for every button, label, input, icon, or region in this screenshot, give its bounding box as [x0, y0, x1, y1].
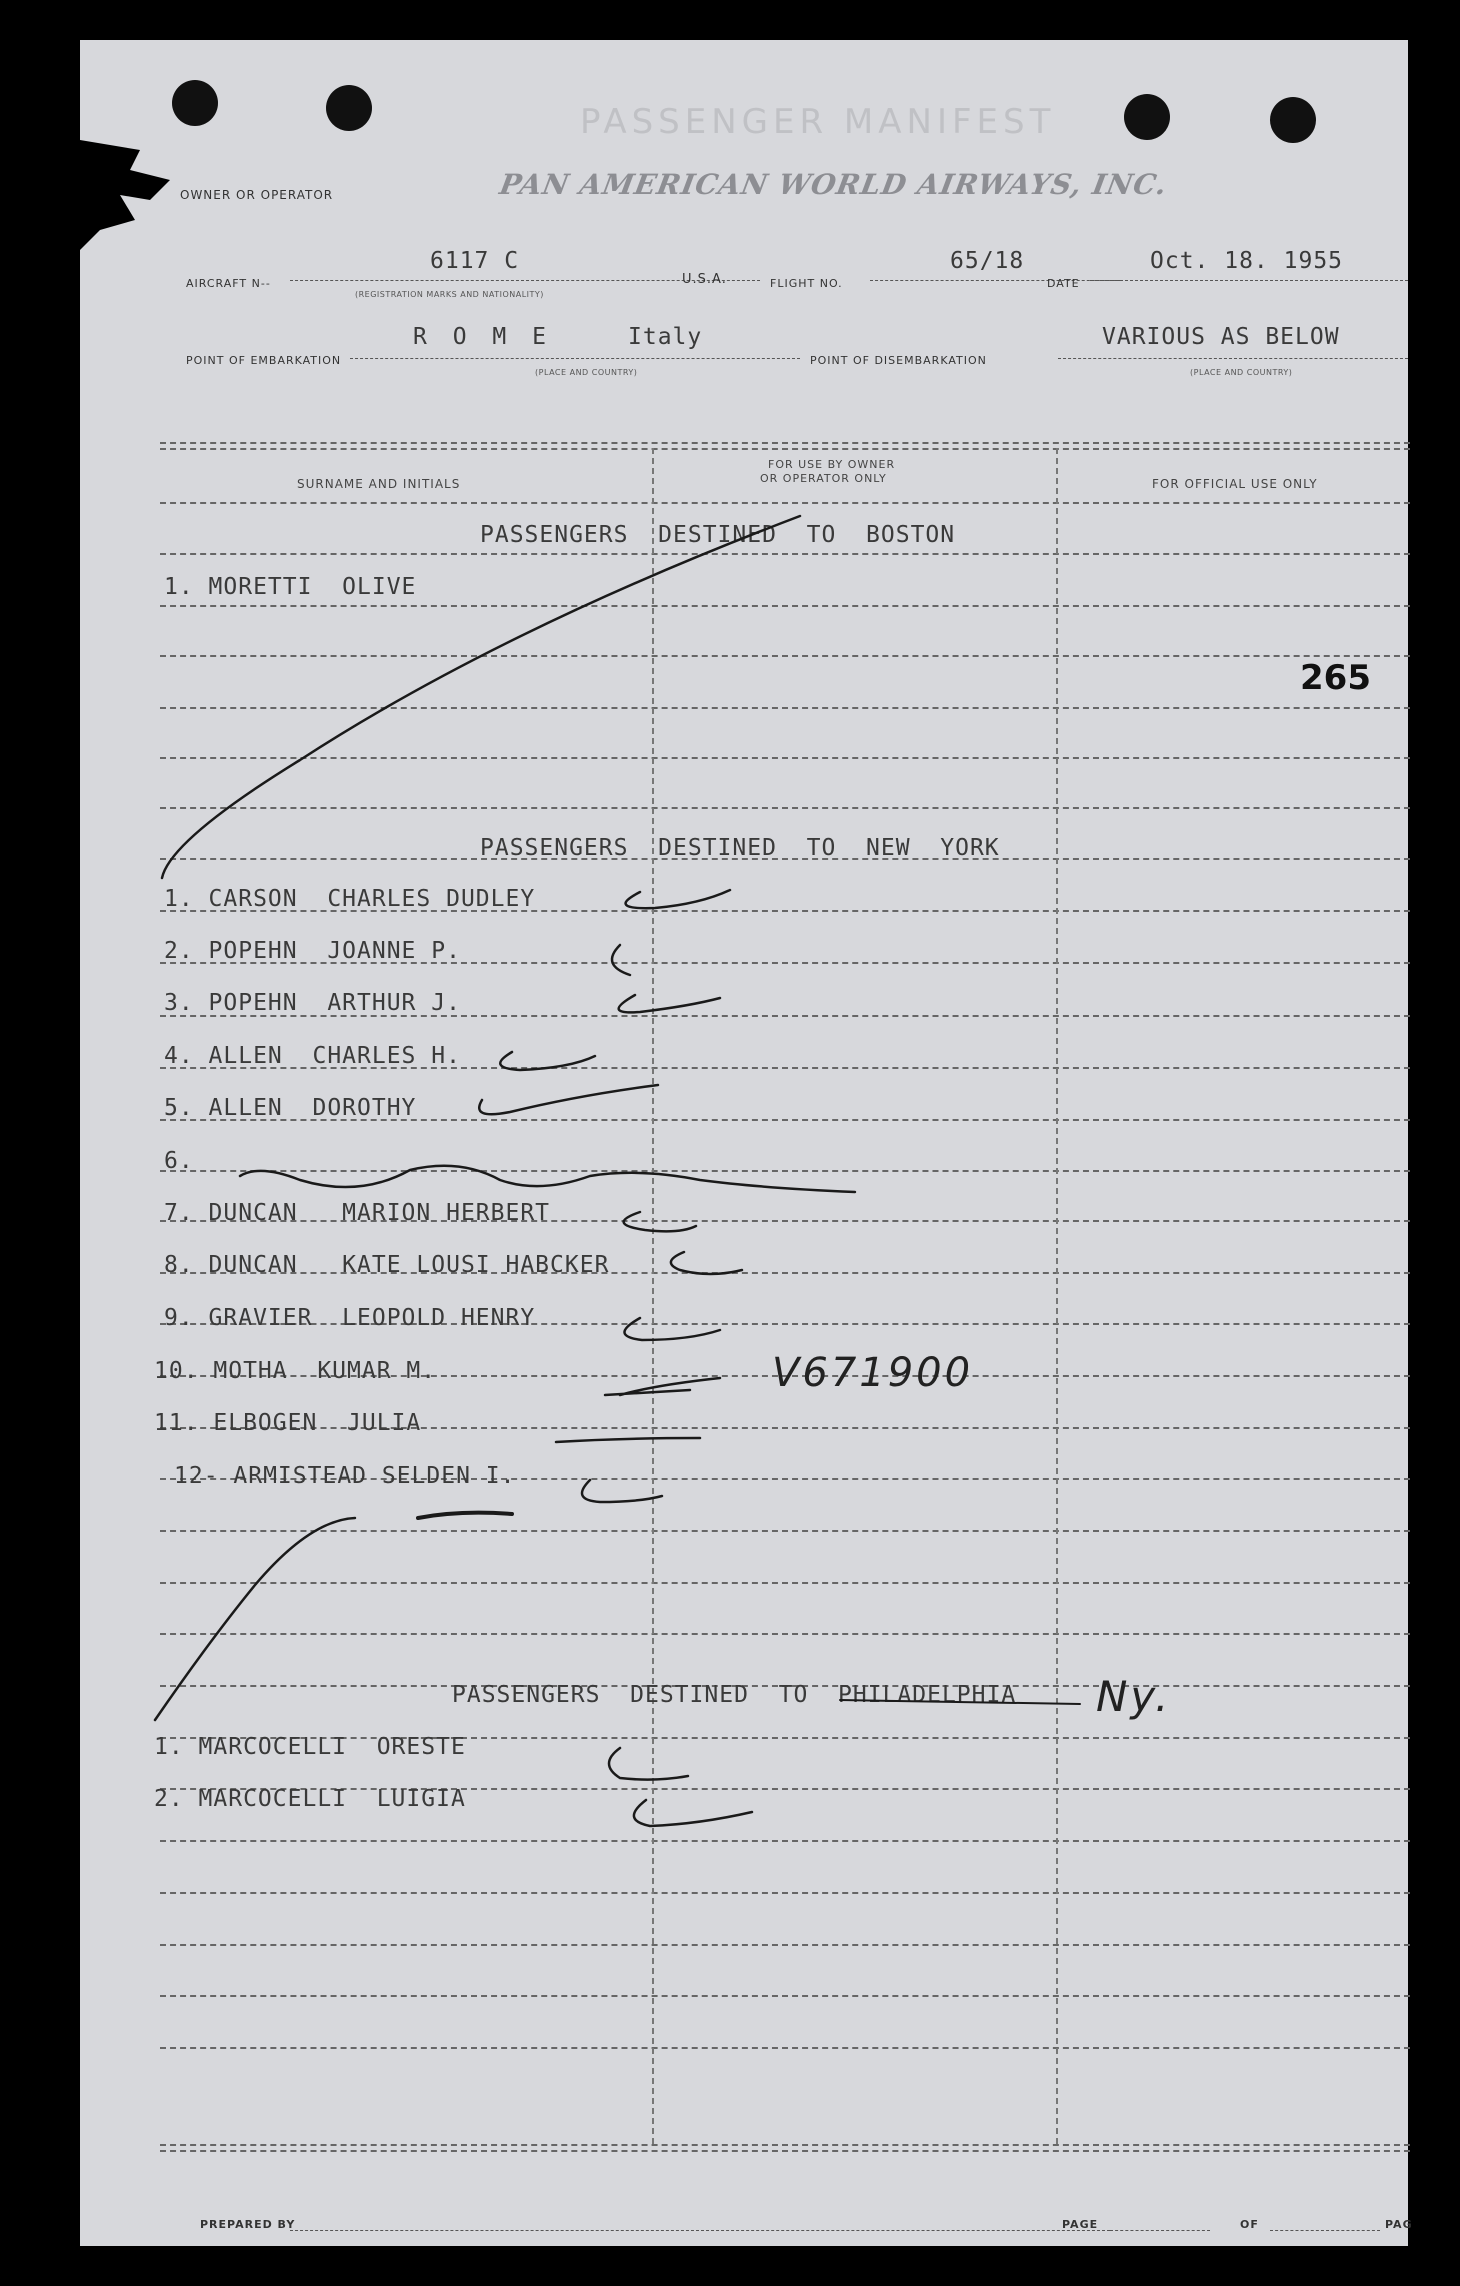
column-header-official: FOR OFFICIAL USE ONLY — [1152, 477, 1318, 491]
passenger-entry: 9. GRAVIER LEOPOLD HENRY — [164, 1305, 536, 1331]
passenger-entry: 2. POPEHN JOANNE P. — [164, 938, 461, 964]
checkmark — [619, 995, 720, 1012]
handwritten-marks — [80, 40, 1408, 2246]
passenger-entry: 2. MARCOCELLI LUIGIA — [154, 1786, 466, 1812]
passenger-entry: 6. — [164, 1148, 194, 1174]
passenger-entry: 1. CARSON CHARLES DUDLEY — [164, 886, 536, 912]
checkmark — [626, 890, 730, 908]
flight-value: 65/18 — [950, 248, 1025, 274]
place-country-note: (PLACE AND COUNTRY) — [535, 368, 638, 377]
underline-mark — [418, 1513, 512, 1518]
checkmark — [605, 1378, 720, 1395]
checkmark — [479, 1085, 658, 1114]
embarkation-country: Italy — [628, 324, 703, 350]
column-header-surname: SURNAME AND INITIALS — [297, 477, 461, 491]
prepared-by-label: PREPARED BY — [200, 2218, 296, 2231]
passenger-entry: 12- ARMISTEAD SELDEN I. — [174, 1463, 516, 1489]
checkmark — [582, 1480, 662, 1502]
company-name: PAN AMERICAN WORLD AIRWAYS, INC. — [497, 168, 1171, 201]
checkmark — [612, 945, 630, 975]
of-label: OF — [1240, 2218, 1259, 2231]
strike-scribble — [240, 1166, 855, 1192]
date-value: Oct. 18. 1955 — [1150, 248, 1344, 274]
passenger-entry: 8. DUNCAN KATE LOUSI HABCKER — [164, 1252, 610, 1278]
passenger-entry: 3. POPEHN ARTHUR J. — [164, 990, 461, 1016]
pages-label: PAG — [1385, 2218, 1413, 2231]
date-label: DATE — [1047, 277, 1080, 290]
aircraft-value: 6117 C — [430, 248, 520, 274]
checkmark — [624, 1318, 720, 1340]
owner-operator-label: OWNER OR OPERATOR — [180, 188, 334, 202]
registration-note: (REGISTRATION MARKS AND NATIONALITY) — [355, 290, 544, 299]
checkmark — [624, 1212, 696, 1231]
checkmark — [556, 1438, 700, 1442]
group-heading: PASSENGERS DESTINED TO PHILADELPHIA — [452, 1682, 1017, 1708]
manifest-paper — [80, 40, 1413, 2246]
disembarkation-label: POINT OF DISEMBARKATION — [810, 354, 987, 367]
country-label: U.S.A. — [682, 272, 727, 287]
boston-strike-line — [162, 516, 800, 878]
flight-label: FLIGHT NO. — [770, 277, 843, 290]
group-heading: PASSENGERS DESTINED TO BOSTON — [480, 522, 956, 548]
strike-line — [155, 1518, 355, 1720]
embarkation-label: POINT OF EMBARKATION — [186, 354, 342, 367]
passenger-entry: 1. MORETTI OLIVE — [164, 574, 417, 600]
checkmark — [671, 1252, 742, 1274]
passenger-entry: 5. ALLEN DOROTHY — [164, 1095, 417, 1121]
aircraft-label: AIRCRAFT N-- — [186, 277, 271, 290]
official-number-stamp: 265 — [1300, 658, 1371, 698]
heading-strike — [840, 1700, 1080, 1704]
handwritten-number: V671900 — [772, 1350, 974, 1396]
handwritten-correction: Ny. — [1096, 1672, 1172, 1721]
group-heading: PASSENGERS DESTINED TO NEW YORK — [480, 835, 1000, 861]
passenger-entry: 10. MOTHA KUMAR M. — [154, 1358, 437, 1384]
place-country-note-2: (PLACE AND COUNTRY) — [1190, 368, 1293, 377]
checkmark — [609, 1748, 688, 1780]
passenger-entry: 4. ALLEN CHARLES H. — [164, 1043, 461, 1069]
manifest-title: PASSENGER MANIFEST — [580, 102, 1056, 142]
passenger-entry: 7. DUNCAN MARION HERBERT — [164, 1200, 551, 1226]
embarkation-place: R O M E — [413, 324, 552, 350]
checkmark — [634, 1800, 752, 1826]
column-header-owner: FOR USE BY OWNER — [768, 458, 896, 471]
page-label: PAGE — [1062, 2218, 1099, 2231]
column-header-owner-2: OR OPERATOR ONLY — [760, 472, 887, 485]
disembarkation-value: VARIOUS AS BELOW — [1102, 324, 1340, 350]
passenger-entry: 1. MARCOCELLI ORESTE — [154, 1734, 466, 1760]
checkmark — [500, 1052, 595, 1070]
passenger-entry: 11. ELBOGEN JULIA — [154, 1410, 422, 1436]
